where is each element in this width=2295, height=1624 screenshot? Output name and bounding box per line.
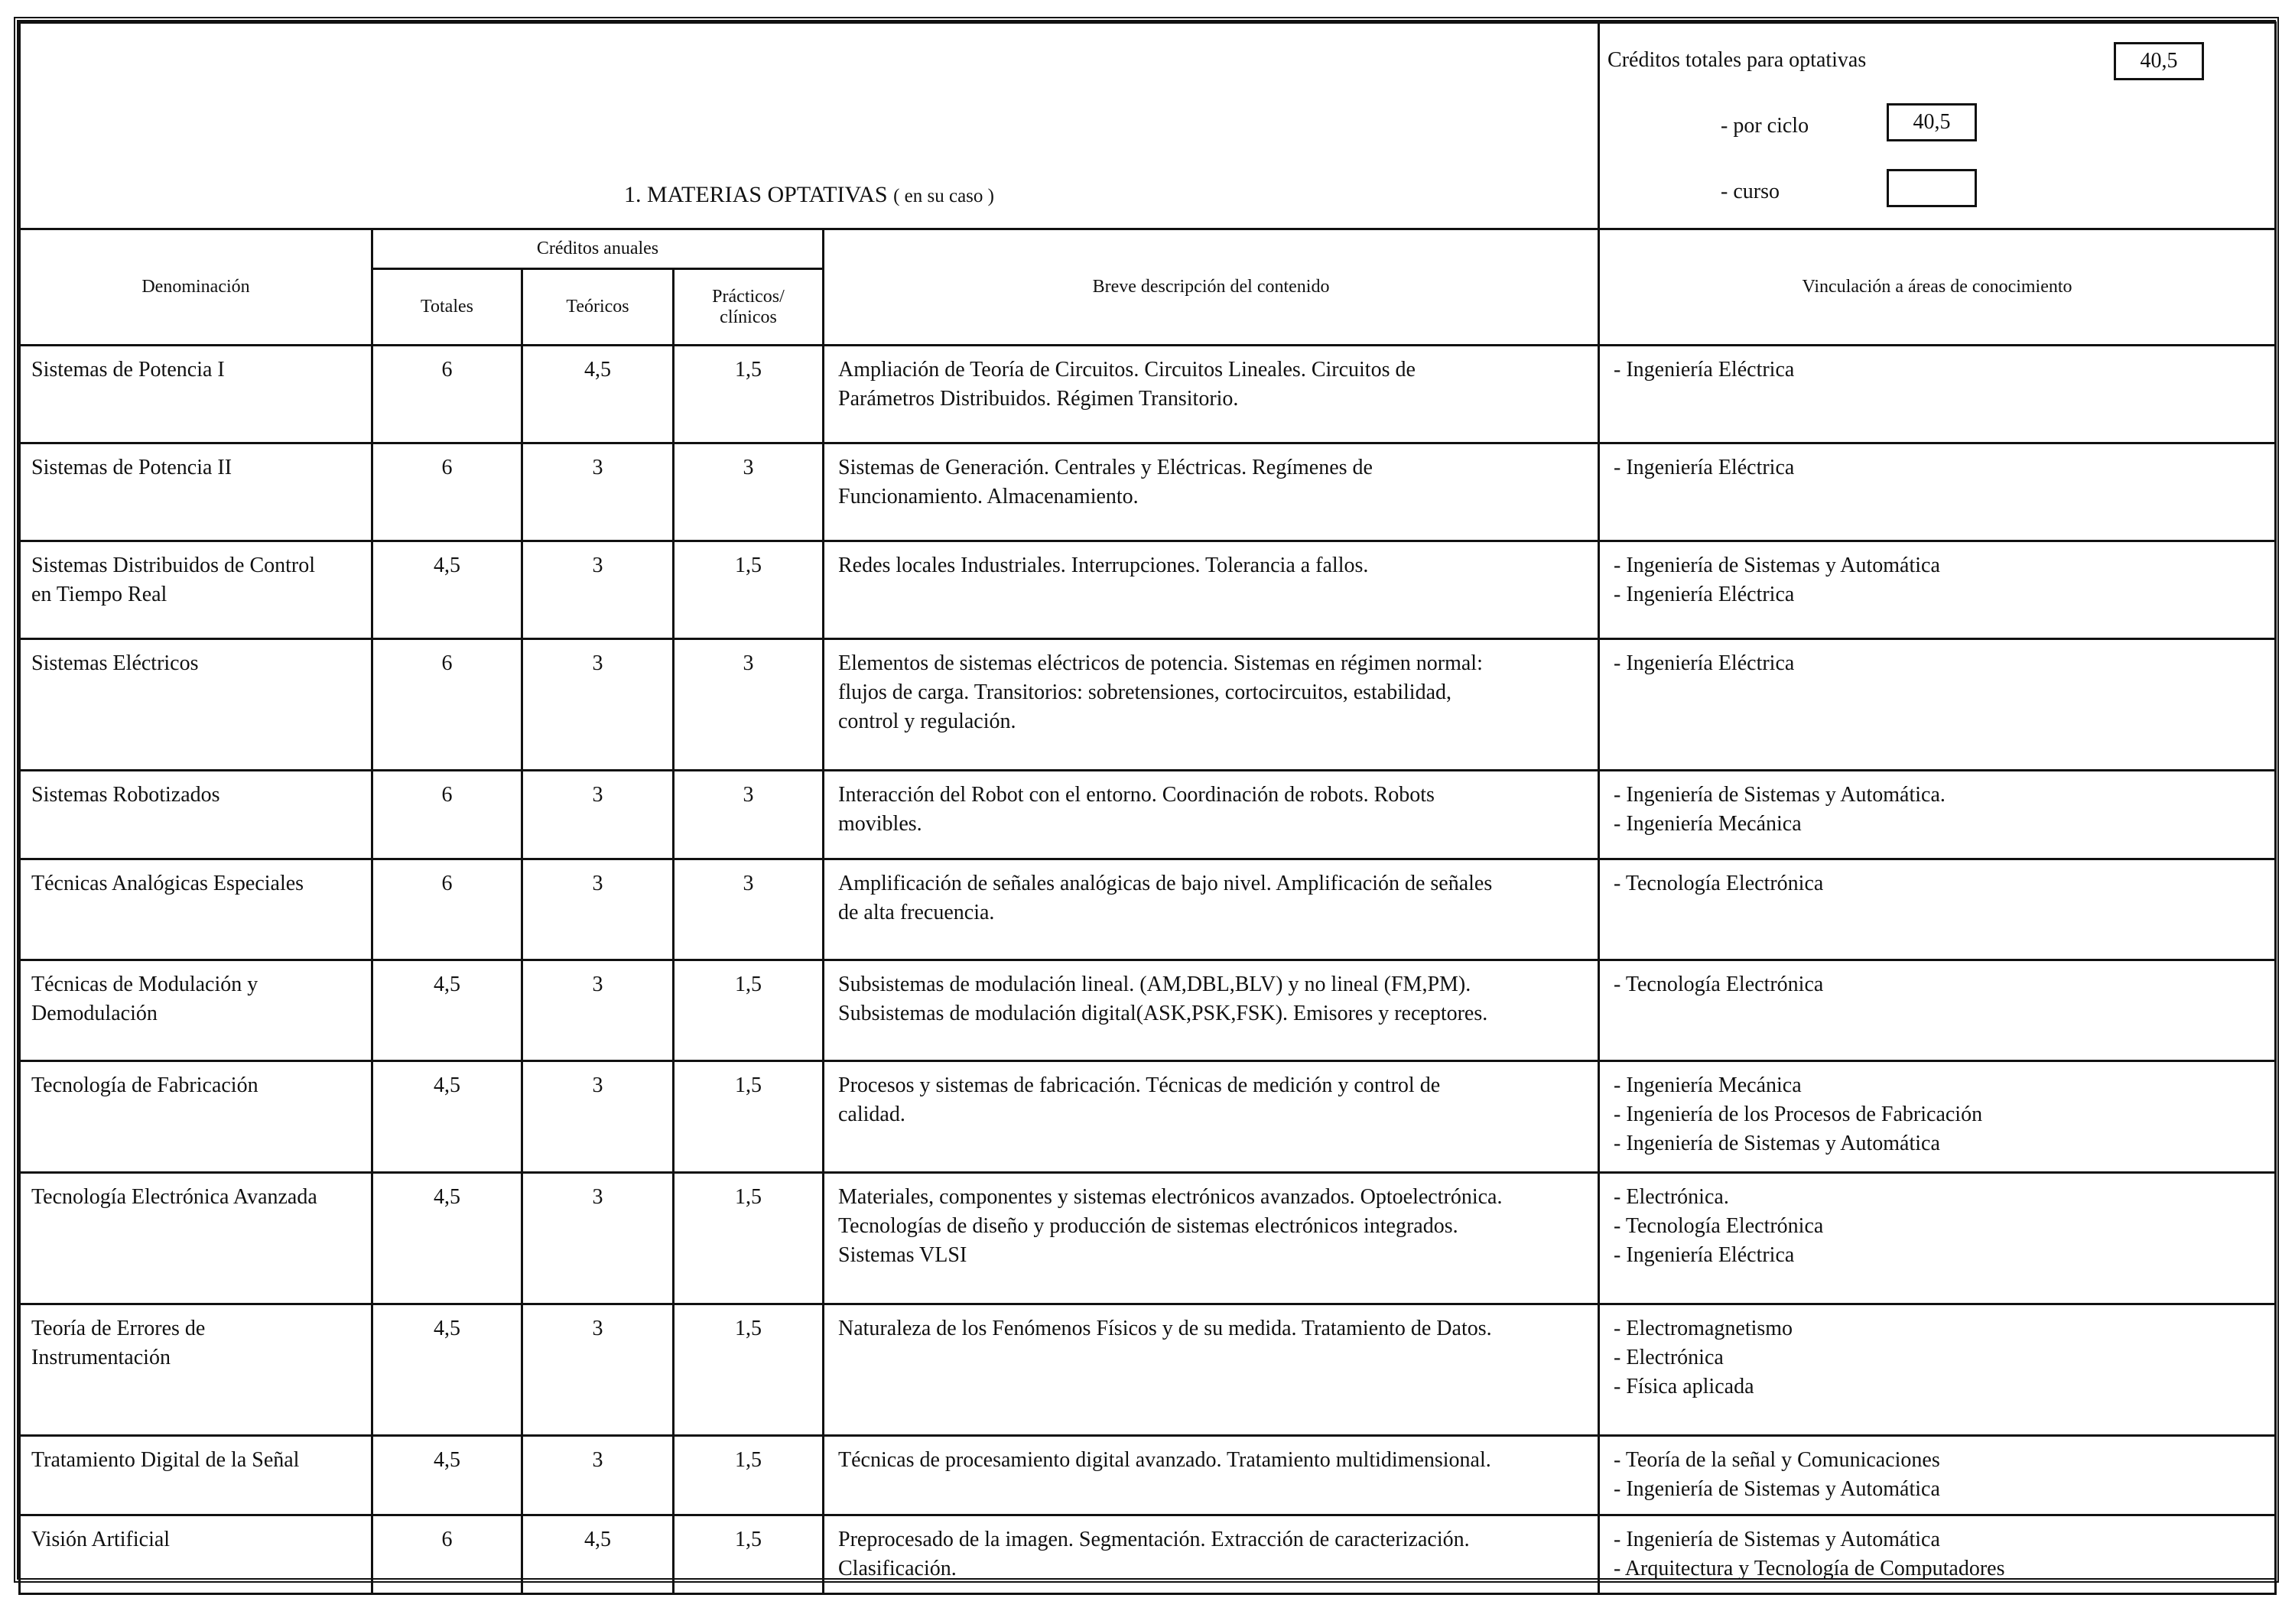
credits-practicos: 3 (674, 639, 824, 771)
credits-teoricos: 3 (522, 1304, 674, 1436)
section-note: ( en su caso ) (893, 186, 994, 206)
subject-name-line: Sistemas Eléctricos (31, 651, 199, 675)
knowledge-areas-line: - Ingeniería Eléctrica (1614, 651, 1795, 675)
knowledge-areas-line: - Electromagnetismo (1614, 1317, 1793, 1340)
knowledge-areas-line: - Electrónica. (1614, 1185, 1729, 1209)
curso-label: - curso (1721, 180, 1780, 203)
col-practicos-line-2: clínicos (720, 307, 777, 327)
col-teoricos: Teóricos (522, 269, 674, 346)
credits-practicos: 1,5 (674, 960, 824, 1061)
credits-teoricos: 3 (522, 1173, 674, 1304)
subject-description-line: Técnicas de procesamiento digital avanzado. Tratamiento multidimensional. (838, 1448, 1491, 1472)
subject-description-line: Naturaleza de los Fenómenos Físicos y de su medida. Tratamiento de Datos. (838, 1317, 1492, 1340)
subject-name-line: Técnicas Analógicas Especiales (31, 872, 304, 895)
credits-teoricos: 4,5 (522, 1515, 674, 1594)
col-descripcion: Breve descripción del contenido (824, 229, 1599, 346)
subject-description-line: de alta frecuencia. (838, 901, 995, 924)
credits-teoricos: 4,5 (522, 346, 674, 443)
subject-name (20, 1436, 372, 1515)
knowledge-areas (1599, 1061, 2276, 1173)
subject-description-line: Redes locales Industriales. Interrupciones. Tolerancia a fallos. (838, 554, 1369, 577)
subject-description-line: Materiales, componentes y sistemas electrónicos avanzados. Optoelectrónica. (838, 1185, 1503, 1209)
credits-teoricos: 3 (522, 541, 674, 639)
col-vinculacion: Vinculación a áreas de conocimiento (1599, 229, 2276, 346)
subject-description (824, 859, 1599, 960)
subject-description-line: control y regulación. (838, 710, 1016, 733)
subject-description-line: Parámetros Distribuidos. Régimen Transitorio. (838, 387, 1239, 411)
section-title: 1. MATERIAS OPTATIVAS (624, 182, 888, 207)
credits-teoricos: 3 (522, 771, 674, 859)
knowledge-areas-line: - Ingeniería de Sistemas y Automática. (1614, 783, 1946, 807)
credits-teoricos: 3 (522, 443, 674, 541)
subject-name (20, 1061, 372, 1173)
table-row (20, 346, 2276, 443)
knowledge-areas (1599, 1304, 2276, 1436)
knowledge-areas (1599, 1173, 2276, 1304)
credits-totales: 6 (372, 859, 522, 960)
subject-description (824, 960, 1599, 1061)
credits-teoricos: 3 (522, 960, 674, 1061)
credits-teoricos: 3 (522, 1061, 674, 1173)
subject-description-line: Amplificación de señales analógicas de bajo nivel. Amplificación de señales (838, 872, 1493, 895)
knowledge-areas (1599, 443, 2276, 541)
table-row (20, 1061, 2276, 1173)
subject-description-line: Subsistemas de modulación lineal. (AM,DBL,BLV) y no lineal (FM,PM). (838, 973, 1471, 996)
knowledge-areas (1599, 859, 2276, 960)
knowledge-areas (1599, 346, 2276, 443)
subject-description (824, 1515, 1599, 1594)
knowledge-areas-line: - Ingeniería Mecánica (1614, 812, 1802, 836)
col-practicos-line-1: Prácticos/ (712, 286, 785, 307)
table-row (20, 960, 2276, 1061)
table-row (20, 1304, 2276, 1436)
knowledge-areas-line: - Arquitectura y Tecnología de Computadores (1614, 1557, 2005, 1580)
knowledge-areas (1599, 1515, 2276, 1594)
subject-name (20, 859, 372, 960)
knowledge-areas (1599, 639, 2276, 771)
table-row (20, 1173, 2276, 1304)
subject-name-line: Demodulación (31, 1002, 158, 1025)
credits-totales: 6 (372, 346, 522, 443)
subject-name-line: Sistemas de Potencia II (31, 456, 232, 479)
table-row (20, 771, 2276, 859)
knowledge-areas-line: - Ingeniería Eléctrica (1614, 358, 1795, 382)
subject-name (20, 771, 372, 859)
subject-description-line: Interacción del Robot con el entorno. Coordinación de robots. Robots (838, 783, 1435, 807)
ciclo-credits-box: 40,5 (1887, 103, 1977, 141)
subject-name (20, 1173, 372, 1304)
subject-description-line: flujos de carga. Transitorios: sobretensiones, cortocircuitos, estabilidad, (838, 680, 1452, 704)
subject-name-line: Sistemas de Potencia I (31, 358, 225, 382)
credits-teoricos: 3 (522, 859, 674, 960)
knowledge-areas (1599, 771, 2276, 859)
credits-practicos: 3 (674, 771, 824, 859)
credits-totales: 4,5 (372, 1304, 522, 1436)
knowledge-areas-line: - Tecnología Electrónica (1614, 973, 1824, 996)
subject-rows (20, 346, 2276, 1594)
credits-totales: 4,5 (372, 541, 522, 639)
credits-practicos: 3 (674, 443, 824, 541)
subject-name (20, 960, 372, 1061)
table-row (20, 859, 2276, 960)
knowledge-areas-line: - Ingeniería de los Procesos de Fabricación (1614, 1103, 1983, 1126)
subject-description (824, 771, 1599, 859)
subject-description (824, 1436, 1599, 1515)
subject-description (824, 639, 1599, 771)
knowledge-areas-line: - Tecnología Electrónica (1614, 1214, 1824, 1238)
credits-practicos: 1,5 (674, 541, 824, 639)
subject-description-line: Elementos de sistemas eléctricos de potencia. Sistemas en régimen normal: (838, 651, 1483, 675)
subject-name (20, 1515, 372, 1594)
knowledge-areas (1599, 1436, 2276, 1515)
knowledge-areas (1599, 960, 2276, 1061)
total-credits-label: Créditos totales para optativas (1607, 48, 1867, 72)
subject-description-line: Sistemas de Generación. Centrales y Eléctricas. Regímenes de (838, 456, 1373, 479)
subject-name-line: Tecnología Electrónica Avanzada (31, 1185, 317, 1209)
total-credits-box: 40,5 (2114, 42, 2204, 80)
subject-description-line: calidad. (838, 1103, 905, 1126)
credits-summary (1599, 23, 2276, 229)
credits-totales: 4,5 (372, 1436, 522, 1515)
subject-name-line: Sistemas Robotizados (31, 783, 220, 807)
col-practicos (674, 269, 824, 346)
table-row (20, 443, 2276, 541)
subject-description-line: Ampliación de Teoría de Circuitos. Circuitos Lineales. Circuitos de (838, 358, 1416, 382)
credits-totales: 6 (372, 1515, 522, 1594)
subject-description-line: Funcionamiento. Almacenamiento. (838, 485, 1139, 508)
credits-practicos: 1,5 (674, 1436, 824, 1515)
credits-practicos: 1,5 (674, 1515, 824, 1594)
credits-practicos: 1,5 (674, 1061, 824, 1173)
credits-teoricos: 3 (522, 1436, 674, 1515)
subjects-table (18, 21, 2277, 1595)
subject-name-line: Sistemas Distribuidos de Control (31, 554, 315, 577)
subject-name-line: Visión Artificial (31, 1528, 171, 1551)
subject-name-line: Tratamiento Digital de la Señal (31, 1448, 300, 1472)
section-header (20, 23, 1599, 229)
subject-description (824, 1173, 1599, 1304)
knowledge-areas-line: - Ingeniería de Sistemas y Automática (1614, 554, 1940, 577)
subject-description (824, 346, 1599, 443)
ciclo-label: - por ciclo (1721, 114, 1809, 138)
credits-practicos: 1,5 (674, 346, 824, 443)
knowledge-areas-line: - Ingeniería de Sistemas y Automática (1614, 1528, 1940, 1551)
credits-teoricos: 3 (522, 639, 674, 771)
table-row (20, 1515, 2276, 1594)
col-denominacion: Denominación (20, 229, 372, 346)
table-row (20, 541, 2276, 639)
credits-totales: 4,5 (372, 1061, 522, 1173)
subject-description-line: Clasificación. (838, 1557, 957, 1580)
credits-practicos: 1,5 (674, 1173, 824, 1304)
subject-name-line: Instrumentación (31, 1346, 171, 1369)
subject-description-line: Procesos y sistemas de fabricación. Técnicas de medición y control de (838, 1073, 1441, 1097)
subject-name (20, 346, 372, 443)
credits-practicos: 1,5 (674, 1304, 824, 1436)
subject-name-line: Técnicas de Modulación y (31, 973, 258, 996)
credits-totales: 6 (372, 639, 522, 771)
subject-description (824, 541, 1599, 639)
subject-description (824, 443, 1599, 541)
credits-practicos: 3 (674, 859, 824, 960)
credits-totales: 6 (372, 443, 522, 541)
subject-name (20, 1304, 372, 1436)
subject-name (20, 639, 372, 771)
credits-totales: 4,5 (372, 1173, 522, 1304)
col-totales: Totales (372, 269, 522, 346)
subject-description (824, 1061, 1599, 1173)
knowledge-areas-line: - Ingeniería de Sistemas y Automática (1614, 1477, 1940, 1501)
knowledge-areas-line: - Física aplicada (1614, 1375, 1754, 1398)
subject-name-line: Tecnología de Fabricación (31, 1073, 258, 1097)
table-row (20, 639, 2276, 771)
knowledge-areas-line: - Ingeniería Eléctrica (1614, 583, 1795, 606)
subject-description-line: Subsistemas de modulación digital(ASK,PSK,FSK). Emisores y receptores. (838, 1002, 1488, 1025)
knowledge-areas-line: - Ingeniería Eléctrica (1614, 1243, 1795, 1267)
knowledge-areas (1599, 541, 2276, 639)
subject-description-line: movibles. (838, 812, 922, 836)
subject-description-line: Tecnologías de diseño y producción de sistemas electrónicos integrados. (838, 1214, 1458, 1238)
subject-name (20, 541, 372, 639)
knowledge-areas-line: - Ingeniería de Sistemas y Automática (1614, 1132, 1940, 1155)
knowledge-areas-line: - Electrónica (1614, 1346, 1724, 1369)
curso-credits-box (1887, 169, 1977, 207)
credits-totales: 6 (372, 771, 522, 859)
subject-description (824, 1304, 1599, 1436)
subject-name-line: Teoría de Errores de (31, 1317, 206, 1340)
col-creditos-anuales: Créditos anuales (372, 229, 824, 269)
subject-description-line: Preprocesado de la imagen. Segmentación. Extracción de caracterización. (838, 1528, 1470, 1551)
subject-description-line: Sistemas VLSI (838, 1243, 967, 1267)
credits-totales: 4,5 (372, 960, 522, 1061)
optional-subjects-form (14, 17, 2279, 1583)
knowledge-areas-line: - Teoría de la señal y Comunicaciones (1614, 1448, 1940, 1472)
subject-name-line: en Tiempo Real (31, 583, 167, 606)
knowledge-areas-line: - Ingeniería Mecánica (1614, 1073, 1802, 1097)
table-row (20, 1436, 2276, 1515)
knowledge-areas-line: - Ingeniería Eléctrica (1614, 456, 1795, 479)
subject-name (20, 443, 372, 541)
knowledge-areas-line: - Tecnología Electrónica (1614, 872, 1824, 895)
